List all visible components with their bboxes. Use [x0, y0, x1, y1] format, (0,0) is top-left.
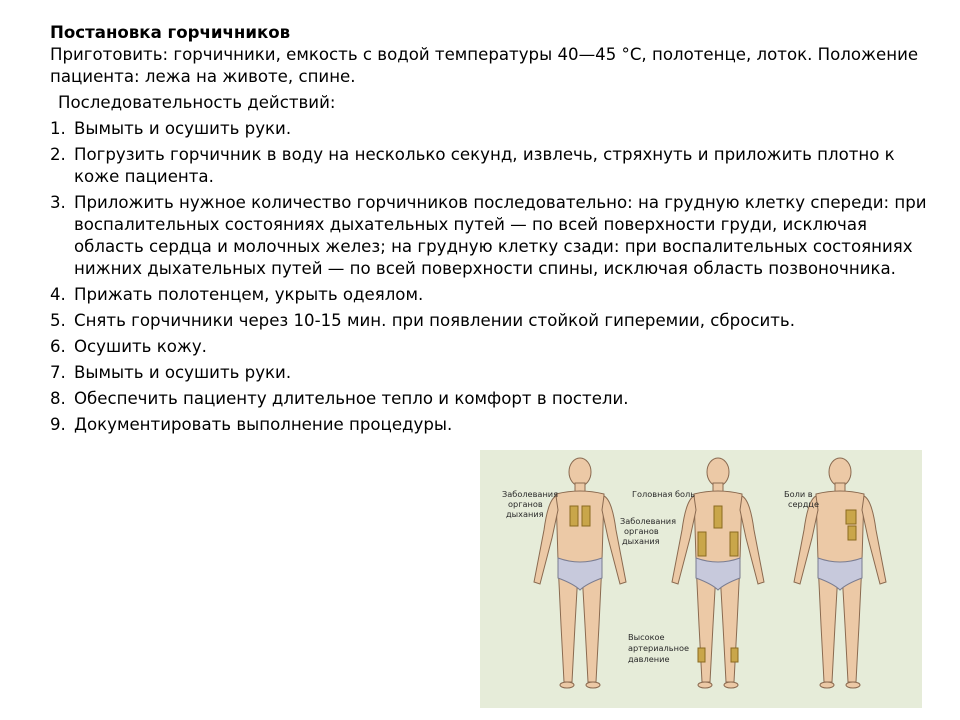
label-resp1-line1: Заболевания — [502, 489, 559, 499]
step-text: Вымыть и осушить руки. — [74, 119, 292, 138]
step-text: Вымыть и осушить руки. — [74, 363, 292, 382]
label-heart-line1: Боли в — [784, 489, 813, 499]
label-hypertension-line2: артериальное — [628, 643, 690, 653]
step-number: 2. — [50, 145, 66, 164]
label-hypertension-line3: давление — [628, 654, 670, 664]
plaster — [730, 532, 738, 556]
step-number: 8. — [50, 389, 66, 408]
step-number: 9. — [50, 415, 66, 434]
step-item — [50, 192, 930, 280]
step-number: 1. — [50, 119, 66, 138]
step-text: Приложить нужное количество горчичников последовательно: на грудную клетку спереди: при воспалительных состояниях дыхательных путей — по всей поверхности груди, исключая область сердца и молочных желез; на грудную клетку сзади: при воспалительных состояниях нижних дыхательных путей — по всей поверхности спины, исключая область позвоночника. — [74, 193, 927, 278]
label-resp2-line3: дыхания — [622, 536, 660, 546]
label-heart-line2: сердце — [788, 499, 820, 509]
step-text: Осушить кожу. — [74, 337, 207, 356]
step-item — [50, 310, 930, 332]
label-resp1-line2: органов — [508, 499, 543, 509]
step-text: Документировать выполнение процедуры. — [74, 415, 453, 434]
plaster — [698, 648, 705, 662]
plaster — [731, 648, 738, 662]
plaster — [714, 506, 722, 528]
step-text: Снять горчичники через 10-15 мин. при появлении стойкой гиперемии, сбросить. — [74, 311, 795, 330]
plaster — [698, 532, 706, 556]
step-number: 3. — [50, 193, 66, 212]
step-number: 4. — [50, 285, 66, 304]
step-item — [50, 336, 930, 358]
step-item — [50, 144, 930, 188]
step-item — [50, 414, 930, 436]
step-number: 5. — [50, 311, 66, 330]
step-text: Погрузить горчичник в воду на несколько секунд, извлечь, стряхнуть и приложить плотно к коже пациента. — [74, 145, 895, 186]
label-headache: Головная боль — [632, 489, 696, 499]
plaster — [846, 510, 856, 524]
plaster — [582, 506, 590, 526]
body-diagram — [480, 450, 922, 708]
label-resp2-line2: органов — [624, 526, 659, 536]
plaster — [570, 506, 578, 526]
sequence-heading: Последовательность действий: — [58, 93, 336, 112]
label-hypertension-line1: Высокое — [628, 632, 665, 642]
slide-title: Постановка горчичников — [50, 23, 291, 42]
step-text: Прижать полотенцем, укрыть одеялом. — [74, 285, 424, 304]
slide-text — [50, 22, 930, 440]
placement-figure — [480, 450, 922, 708]
step-text: Обеспечить пациенту длительное тепло и комфорт в постели. — [74, 389, 629, 408]
step-number: 6. — [50, 337, 66, 356]
step-item — [50, 362, 930, 384]
plaster — [848, 526, 856, 540]
intro-text: Приготовить: горчичники, емкость с водой температуры 40—45 °С, полотенце, лоток. Положение пациента: лежа на животе, спине. — [50, 45, 919, 86]
step-item — [50, 118, 930, 140]
step-item — [50, 284, 930, 306]
label-resp1-line3: дыхания — [506, 509, 544, 519]
step-item — [50, 388, 930, 410]
label-resp2-line1: Заболевания — [620, 516, 677, 526]
step-number: 7. — [50, 363, 66, 382]
